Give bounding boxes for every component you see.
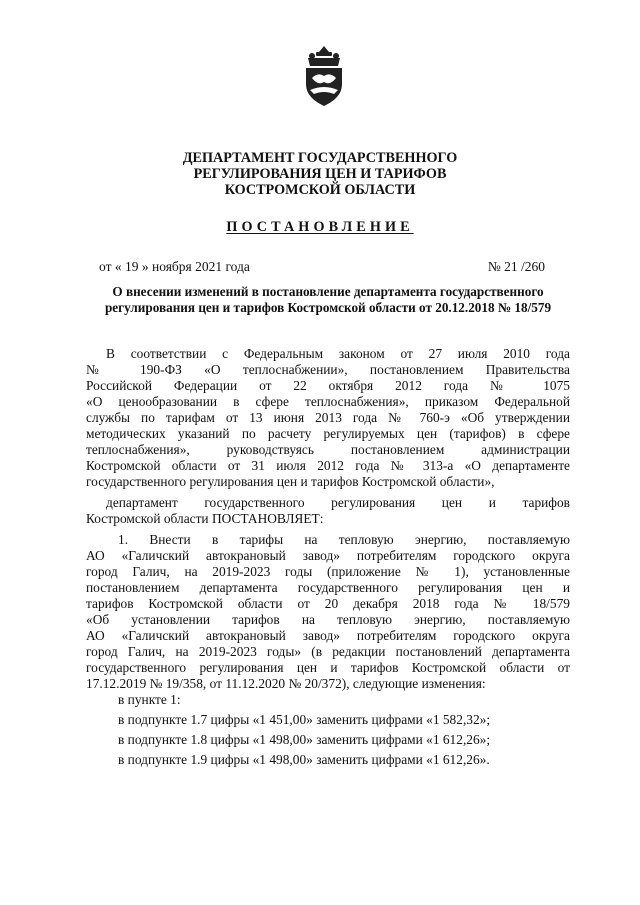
body-line: Российской Федерации от 22 октября 2012 года № 1075 [86, 378, 570, 393]
body-line: тарифов Костромской области от 20 декабря 2018 года № 18/579 [86, 596, 570, 611]
decree-title-text: ПОСТАНОВЛЕНИЕ [226, 219, 414, 235]
body-line: город Галич, на 2019-2023 годы» (в редакции постановлений департамента [86, 644, 570, 659]
body-line: Костромской области от 31 июля 2012 года № 313-а «О департаменте [86, 458, 570, 473]
decree-date: от « 19 » ноября 2021 года [99, 259, 250, 274]
decree-number: № 21 /260 [487, 259, 545, 274]
coat-of-arms-emblem [296, 44, 352, 108]
body-line: АО «Галичский автокрановый завод» потребителям городского округа [86, 628, 570, 643]
body-line: департамент государственного регулирования цен и тарифов [106, 495, 570, 510]
sub-item: в подпункте 1.7 цифры «1 451,00» заменить цифрами «1 582,32»; [118, 712, 491, 727]
sub-item: в пункте 1: [118, 692, 181, 707]
sub-item: в подпункте 1.9 цифры «1 498,00» заменить цифрами «1 612,26». [118, 752, 490, 767]
body-line: 1. Внести в тарифы на тепловую энергию, поставляемую [118, 532, 570, 547]
body-line: 17.12.2019 № 19/358, от 11.12.2020 № 20/372), следующие изменения: [86, 676, 486, 691]
department-name-line-1: ДЕПАРТАМЕНТ ГОСУДАРСТВЕННОГО [182, 150, 458, 166]
body-line: государственного регулирования цен и тарифов Костромской области от [86, 660, 570, 675]
body-line: № 190-ФЗ «О теплоснабжении», постановлением Правительства [86, 362, 570, 377]
subject-line-2: регулирования цен и тарифов Костромской области от 20.12.2018 № 18/579 [104, 300, 552, 315]
body-line: методических указаний по расчету регулируемых цен (тарифов) в сфере [86, 426, 570, 441]
body-line: службы по тарифам от 13 июня 2013 года № 760-э «Об утверждении [86, 410, 570, 425]
body-line: «Об установлении тарифов на тепловую энергию, поставляемую [86, 612, 570, 627]
department-name-line-2: РЕГУЛИРОВАНИЯ ЦЕН И ТАРИФОВ [193, 166, 447, 182]
body-line: В соответствии с Федеральным законом от 27 июля 2010 года [106, 346, 570, 361]
department-name-line-3: КОСТРОМСКОЙ ОБЛАСТИ [224, 182, 416, 198]
body-line: Костромской области ПОСТАНОВЛЯЕТ: [86, 511, 324, 526]
body-line: государственного регулирования цен и тарифов Костромской области», [86, 474, 495, 489]
body-line: АО «Галичский автокрановый завод» потребителям городского округа [86, 548, 570, 563]
decree-title [0, 219, 640, 236]
body-line: «О ценообразовании в сфере теплоснабжения», приказом Федеральной [86, 394, 570, 409]
body-line: постановлением департамента государственного регулирования цен и [86, 580, 570, 595]
sub-item: в подпункте 1.8 цифры «1 498,00» заменить цифрами «1 612,26»; [118, 732, 491, 747]
subject-line-1: О внесении изменений в постановление департамента государственного [112, 284, 544, 299]
body-line: теплоснабжения», руководствуясь постановлением администрации [86, 442, 570, 457]
body-line: город Галич, на 2019-2023 годы (приложение № 1), установленные [86, 564, 570, 579]
